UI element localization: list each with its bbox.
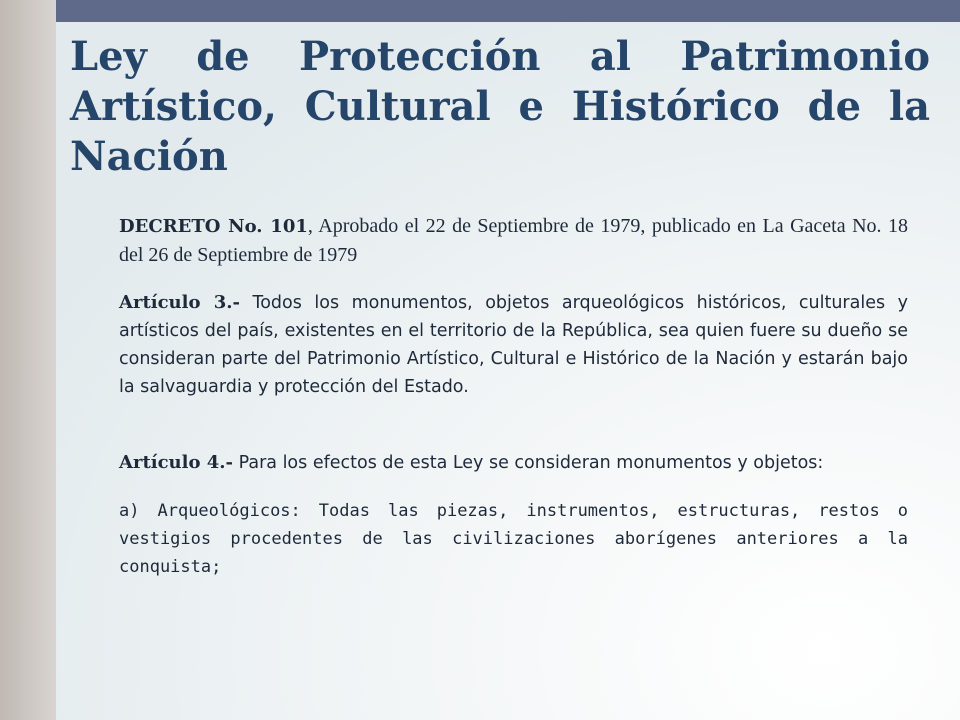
article-3-paragraph [119,289,908,401]
article-4-lead: Artículo 4.- [119,452,234,473]
article-3-lead: Artículo 3.- [119,292,240,313]
decree-text: , Aprobado el 22 de Septiembre de 1979, publicado en La Gaceta No. 18 del 26 de Septiembre de 1979 [119,215,908,266]
decree-paragraph [119,212,908,269]
article-3-text: Todos los monumentos, objetos arqueológicos históricos, culturales y artísticos del país, existentes en el territorio de la República, sea quien fuere su dueño se consideran parte del Patrimonio Artístico, Cultural e Histórico de la Nación y estarán bajo la salvaguardia y protección del Estado. [119,293,908,397]
left-decorative-band [0,0,56,720]
item-a-paragraph: a) Arqueológicos: Todas las piezas, instrumentos, estructuras, restos o vestigios procedentes de las civilizaciones aborígenes anteriores a la conquista; [119,501,908,577]
decree-lead: DECRETO No. 101 [119,216,308,237]
article-4-paragraph [119,449,908,477]
article-4-text: Para los efectos de esta Ley se consideran monumentos y objetos: [233,453,824,473]
slide-title: Ley de Protección al Patrimonio Artístico, Cultural e Histórico de la Nación [70,33,930,180]
top-accent-bar [56,0,960,22]
slide-body [119,212,908,581]
